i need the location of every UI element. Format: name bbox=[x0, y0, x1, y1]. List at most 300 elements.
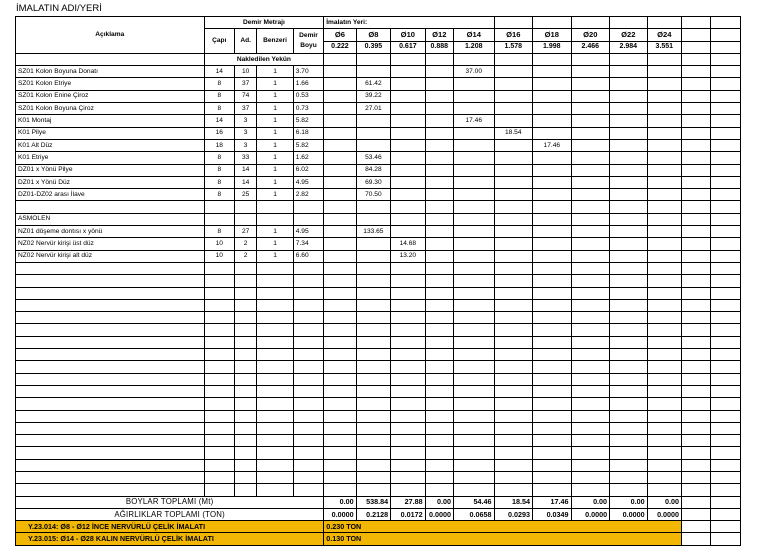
blank-cell bbox=[293, 349, 323, 361]
cell-count bbox=[234, 213, 256, 225]
blank-cell bbox=[204, 361, 234, 373]
blank-cell bbox=[356, 336, 390, 348]
blank-cell bbox=[682, 435, 711, 447]
cell-bar-length: 6.60 bbox=[293, 250, 323, 262]
cell-length-by-diameter bbox=[533, 213, 572, 225]
blank-cell bbox=[453, 435, 494, 447]
cell-length-by-diameter: 27.01 bbox=[356, 103, 390, 115]
blank-cell bbox=[711, 447, 741, 459]
blank-cell bbox=[16, 373, 205, 385]
blank-cell bbox=[494, 459, 533, 471]
blank-cell bbox=[711, 262, 741, 274]
cell-length-by-diameter bbox=[324, 176, 356, 188]
cell-length-by-diameter bbox=[356, 66, 390, 78]
cell-length-by-diameter bbox=[324, 66, 356, 78]
summary-label: Y.23.014: Ø8 - Ø12 İNCE NERVÜRLÜ ÇELİK İMALATI bbox=[16, 521, 324, 533]
cell-length-by-diameter bbox=[425, 103, 453, 115]
cell-length-by-diameter: 70.50 bbox=[356, 189, 390, 201]
blank-cell bbox=[257, 385, 294, 397]
blank-cell bbox=[711, 275, 741, 287]
blank-cell bbox=[571, 312, 610, 324]
cell-length-by-diameter bbox=[533, 226, 572, 238]
cell-description: NZ02 Nervür kirişi üst düz bbox=[16, 238, 205, 250]
blank-cell bbox=[293, 312, 323, 324]
blank-cell bbox=[610, 459, 648, 471]
blank-cell bbox=[425, 484, 453, 496]
cell-length-by-diameter bbox=[610, 127, 648, 139]
header-row-1 bbox=[16, 17, 741, 29]
blank-cell bbox=[356, 373, 390, 385]
blank-cell bbox=[494, 324, 533, 336]
agirlik-total-value: 0.2128 bbox=[356, 508, 390, 520]
cell-length-by-diameter bbox=[391, 78, 425, 90]
blank-cell bbox=[533, 410, 572, 422]
summary-label: Y.23.015: Ø14 - Ø28 KALIN NERVÜRLÜ ÇELİK İMALATI bbox=[16, 533, 324, 545]
cell-length-by-diameter bbox=[494, 176, 533, 188]
cell-length-by-diameter bbox=[453, 176, 494, 188]
cell-count: 74 bbox=[234, 90, 256, 102]
blank-cell bbox=[610, 287, 648, 299]
cell-length-by-diameter bbox=[610, 226, 648, 238]
blank-cell bbox=[391, 336, 425, 348]
blank-cell bbox=[711, 139, 741, 151]
cell-length-by-diameter bbox=[647, 164, 681, 176]
blank-cell bbox=[682, 164, 711, 176]
cell-similar: 1 bbox=[257, 238, 294, 250]
blank-cell bbox=[533, 361, 572, 373]
blank-cell bbox=[16, 422, 205, 434]
cell-length-by-diameter bbox=[610, 201, 648, 213]
blank-cell bbox=[533, 312, 572, 324]
agirlik-total-value: 0.0000 bbox=[647, 508, 681, 520]
cell-similar bbox=[257, 201, 294, 213]
blank-cell bbox=[453, 324, 494, 336]
blank-cell bbox=[234, 262, 256, 274]
blank-cell bbox=[204, 275, 234, 287]
cell-length-by-diameter: 133.65 bbox=[356, 226, 390, 238]
cell-length-by-diameter bbox=[453, 139, 494, 151]
blank-cell bbox=[711, 176, 741, 188]
cell-length-by-diameter bbox=[610, 90, 648, 102]
blank-cell bbox=[711, 238, 741, 250]
blank-cell bbox=[711, 422, 741, 434]
cell-length-by-diameter bbox=[494, 238, 533, 250]
cell-length-by-diameter bbox=[425, 152, 453, 164]
cell-length-by-diameter bbox=[533, 78, 572, 90]
blank-cell bbox=[293, 262, 323, 274]
header-benzeri: Benzeri bbox=[257, 29, 294, 54]
cell-description: SZ01 Kolon Enine Çiroz bbox=[16, 90, 205, 102]
blank-cell bbox=[494, 385, 533, 397]
blank-cell bbox=[425, 275, 453, 287]
cell-length-by-diameter bbox=[356, 201, 390, 213]
blank-cell bbox=[293, 447, 323, 459]
blank-cell bbox=[610, 336, 648, 348]
blank-cell bbox=[711, 496, 741, 508]
header-unit-weight: 2.984 bbox=[610, 41, 648, 53]
cell-length-by-diameter bbox=[324, 250, 356, 262]
cell-length-by-diameter bbox=[571, 176, 610, 188]
blank-cell bbox=[494, 349, 533, 361]
blank-cell bbox=[571, 422, 610, 434]
empty-row bbox=[16, 447, 741, 459]
blank-cell bbox=[293, 373, 323, 385]
cell-bar-length: 0.73 bbox=[293, 103, 323, 115]
blank-cell bbox=[453, 385, 494, 397]
data-row bbox=[16, 176, 741, 188]
cell-length-by-diameter bbox=[533, 238, 572, 250]
empty-row bbox=[16, 385, 741, 397]
blank-cell bbox=[610, 435, 648, 447]
blank-cell bbox=[16, 447, 205, 459]
blank-cell bbox=[533, 53, 572, 65]
blank-cell bbox=[425, 287, 453, 299]
cell-length-by-diameter bbox=[324, 238, 356, 250]
blank-cell bbox=[453, 410, 494, 422]
header-imalatin-yeri: İmalatın Yeri: bbox=[324, 17, 494, 29]
cell-description: ASMOLEN bbox=[16, 213, 205, 225]
blank-cell bbox=[610, 275, 648, 287]
cell-length-by-diameter: 14.68 bbox=[391, 238, 425, 250]
cell-length-by-diameter bbox=[494, 90, 533, 102]
cell-length-by-diameter bbox=[453, 164, 494, 176]
blank-cell bbox=[494, 53, 533, 65]
cell-length-by-diameter bbox=[453, 213, 494, 225]
blank-cell bbox=[356, 398, 390, 410]
cell-count: 3 bbox=[234, 127, 256, 139]
blank-cell bbox=[324, 336, 356, 348]
blank-cell bbox=[16, 471, 205, 483]
boylar-total-value: 0.00 bbox=[647, 496, 681, 508]
header-diameter: Ø24 bbox=[647, 29, 681, 41]
blank-cell bbox=[571, 287, 610, 299]
blank-cell bbox=[356, 287, 390, 299]
blank-cell bbox=[16, 385, 205, 397]
cell-length-by-diameter bbox=[324, 189, 356, 201]
header-unit-weight: 0.888 bbox=[425, 41, 453, 53]
cell-diameter bbox=[204, 213, 234, 225]
blank-cell bbox=[234, 287, 256, 299]
empty-row bbox=[16, 275, 741, 287]
blank-cell bbox=[682, 533, 711, 545]
cell-length-by-diameter bbox=[610, 238, 648, 250]
blank-cell bbox=[356, 349, 390, 361]
blank-cell bbox=[610, 361, 648, 373]
blank-cell bbox=[425, 447, 453, 459]
cell-length-by-diameter bbox=[647, 115, 681, 127]
boylar-total-row bbox=[16, 496, 741, 508]
blank-cell bbox=[711, 66, 741, 78]
blank-cell bbox=[494, 484, 533, 496]
data-row bbox=[16, 115, 741, 127]
blank-cell bbox=[533, 435, 572, 447]
data-row bbox=[16, 90, 741, 102]
cell-bar-length: 5.82 bbox=[293, 115, 323, 127]
blank-cell bbox=[533, 262, 572, 274]
blank-cell bbox=[711, 361, 741, 373]
blank-cell bbox=[453, 422, 494, 434]
cell-similar: 1 bbox=[257, 176, 294, 188]
blank-cell bbox=[682, 508, 711, 520]
blank-cell bbox=[391, 435, 425, 447]
blank-cell bbox=[494, 471, 533, 483]
blank-cell bbox=[647, 484, 681, 496]
cell-diameter: 8 bbox=[204, 189, 234, 201]
cell-length-by-diameter: 17.46 bbox=[533, 139, 572, 151]
blank-cell bbox=[711, 90, 741, 102]
blank-cell bbox=[234, 435, 256, 447]
blank-cell bbox=[711, 435, 741, 447]
blank-cell bbox=[324, 299, 356, 311]
cell-description: K01 Alt Düz bbox=[16, 139, 205, 151]
cell-length-by-diameter bbox=[571, 90, 610, 102]
blank-cell bbox=[494, 287, 533, 299]
boylar-total-value: 0.00 bbox=[324, 496, 356, 508]
cell-bar-length: 4.95 bbox=[293, 176, 323, 188]
blank-cell bbox=[356, 459, 390, 471]
cell-diameter: 14 bbox=[204, 66, 234, 78]
blank-cell bbox=[682, 201, 711, 213]
blank-cell bbox=[453, 447, 494, 459]
header-demir-boyu-line2: Boyu bbox=[300, 42, 317, 50]
cell-length-by-diameter bbox=[391, 152, 425, 164]
header-diameter: Ø8 bbox=[356, 29, 390, 41]
blank-cell bbox=[453, 262, 494, 274]
cell-length-by-diameter: 18.54 bbox=[494, 127, 533, 139]
header-blank bbox=[682, 29, 711, 41]
cell-length-by-diameter bbox=[610, 66, 648, 78]
cell-length-by-diameter bbox=[425, 115, 453, 127]
blank-cell bbox=[647, 459, 681, 471]
blank-cell bbox=[204, 336, 234, 348]
blank-cell bbox=[204, 447, 234, 459]
rebar-quantity-table bbox=[15, 16, 741, 546]
blank-cell bbox=[356, 324, 390, 336]
blank-cell bbox=[533, 349, 572, 361]
cell-length-by-diameter bbox=[425, 139, 453, 151]
blank-cell bbox=[533, 385, 572, 397]
cell-count: 14 bbox=[234, 176, 256, 188]
cell-length-by-diameter bbox=[610, 115, 648, 127]
data-row bbox=[16, 152, 741, 164]
boylar-total-value: 0.00 bbox=[610, 496, 648, 508]
empty-row bbox=[16, 312, 741, 324]
blank-cell bbox=[453, 459, 494, 471]
header-demir-boyu-line1: Demir bbox=[299, 32, 318, 40]
blank-cell bbox=[204, 262, 234, 274]
blank-cell bbox=[234, 410, 256, 422]
blank-cell bbox=[234, 312, 256, 324]
blank-cell bbox=[647, 336, 681, 348]
header-diameter: Ø12 bbox=[425, 29, 453, 41]
blank-cell bbox=[453, 299, 494, 311]
cell-length-by-diameter bbox=[356, 250, 390, 262]
blank-cell bbox=[711, 53, 741, 65]
blank-cell bbox=[257, 398, 294, 410]
blank-cell bbox=[293, 287, 323, 299]
blank-cell bbox=[571, 349, 610, 361]
cell-length-by-diameter: 37.00 bbox=[453, 66, 494, 78]
blank-cell bbox=[682, 262, 711, 274]
empty-row bbox=[16, 422, 741, 434]
blank-cell bbox=[682, 53, 711, 65]
boylar-total-value: 0.00 bbox=[571, 496, 610, 508]
cell-length-by-diameter bbox=[533, 152, 572, 164]
blank-cell bbox=[682, 115, 711, 127]
blank-cell bbox=[682, 459, 711, 471]
cell-length-by-diameter bbox=[324, 78, 356, 90]
blank-cell bbox=[204, 287, 234, 299]
data-row bbox=[16, 201, 741, 213]
cell-length-by-diameter bbox=[494, 66, 533, 78]
blank-cell bbox=[324, 287, 356, 299]
blank-cell bbox=[356, 435, 390, 447]
cell-length-by-diameter bbox=[453, 90, 494, 102]
cell-count: 3 bbox=[234, 115, 256, 127]
blank-cell bbox=[204, 410, 234, 422]
cell-length-by-diameter bbox=[453, 78, 494, 90]
blank-cell bbox=[391, 385, 425, 397]
blank-cell bbox=[204, 459, 234, 471]
cell-length-by-diameter bbox=[647, 201, 681, 213]
cell-similar: 1 bbox=[257, 139, 294, 151]
empty-row bbox=[16, 287, 741, 299]
blank-cell bbox=[234, 299, 256, 311]
cell-count: 2 bbox=[234, 250, 256, 262]
blank-cell bbox=[610, 299, 648, 311]
blank-cell bbox=[16, 336, 205, 348]
cell-length-by-diameter bbox=[494, 201, 533, 213]
blank-cell bbox=[204, 398, 234, 410]
blank-cell bbox=[453, 312, 494, 324]
blank-cell bbox=[647, 447, 681, 459]
blank-cell bbox=[711, 533, 741, 545]
blank-cell bbox=[711, 189, 741, 201]
blank-cell bbox=[425, 373, 453, 385]
cell-length-by-diameter bbox=[610, 78, 648, 90]
cell-length-by-diameter bbox=[356, 139, 390, 151]
blank-cell bbox=[391, 484, 425, 496]
blank-cell bbox=[16, 349, 205, 361]
blank-cell bbox=[234, 398, 256, 410]
blank-cell bbox=[425, 262, 453, 274]
cell-length-by-diameter bbox=[610, 176, 648, 188]
cell-length-by-diameter bbox=[425, 164, 453, 176]
header-diameter: Ø22 bbox=[610, 29, 648, 41]
blank-cell bbox=[453, 349, 494, 361]
cell-length-by-diameter bbox=[494, 189, 533, 201]
cell-count: 25 bbox=[234, 189, 256, 201]
blank-cell bbox=[391, 53, 425, 65]
blank-cell bbox=[711, 127, 741, 139]
cell-diameter: 10 bbox=[204, 238, 234, 250]
header-blank bbox=[682, 17, 711, 29]
blank-cell bbox=[682, 361, 711, 373]
data-row bbox=[16, 189, 741, 201]
blank-cell bbox=[257, 447, 294, 459]
cell-count bbox=[234, 201, 256, 213]
blank-cell bbox=[711, 152, 741, 164]
blank-cell bbox=[494, 422, 533, 434]
cell-length-by-diameter bbox=[647, 238, 681, 250]
cell-length-by-diameter bbox=[571, 238, 610, 250]
cell-length-by-diameter bbox=[391, 226, 425, 238]
blank-cell bbox=[711, 385, 741, 397]
cell-bar-length: 5.82 bbox=[293, 139, 323, 151]
blank-cell bbox=[257, 349, 294, 361]
header-diameter: Ø14 bbox=[453, 29, 494, 41]
blank-cell bbox=[425, 349, 453, 361]
cell-count: 33 bbox=[234, 152, 256, 164]
blank-cell bbox=[425, 410, 453, 422]
blank-cell bbox=[533, 324, 572, 336]
cell-similar: 1 bbox=[257, 226, 294, 238]
cell-length-by-diameter bbox=[647, 127, 681, 139]
cell-length-by-diameter bbox=[453, 152, 494, 164]
blank-cell bbox=[16, 361, 205, 373]
blank-cell bbox=[453, 275, 494, 287]
blank-cell bbox=[610, 471, 648, 483]
cell-length-by-diameter bbox=[453, 250, 494, 262]
blank-cell bbox=[257, 471, 294, 483]
blank-cell bbox=[425, 299, 453, 311]
blank-cell bbox=[356, 385, 390, 397]
blank-cell bbox=[647, 324, 681, 336]
blank-cell bbox=[257, 361, 294, 373]
header-diameter: Ø6 bbox=[324, 29, 356, 41]
blank-cell bbox=[204, 299, 234, 311]
blank-cell bbox=[571, 484, 610, 496]
blank-cell bbox=[682, 385, 711, 397]
cell-length-by-diameter bbox=[425, 66, 453, 78]
blank-cell bbox=[324, 385, 356, 397]
blank-cell bbox=[682, 127, 711, 139]
cell-description: DZ01 x Yönü Düz bbox=[16, 176, 205, 188]
blank-cell bbox=[533, 422, 572, 434]
blank-cell bbox=[391, 262, 425, 274]
blank-cell bbox=[324, 275, 356, 287]
cell-description: K01 Montaj bbox=[16, 115, 205, 127]
blank-cell bbox=[610, 312, 648, 324]
blank-cell bbox=[257, 262, 294, 274]
blank-cell bbox=[647, 262, 681, 274]
blank-cell bbox=[711, 226, 741, 238]
blank-cell bbox=[356, 53, 390, 65]
blank-cell bbox=[647, 287, 681, 299]
blank-cell bbox=[293, 324, 323, 336]
cell-diameter: 16 bbox=[204, 127, 234, 139]
cell-length-by-diameter bbox=[391, 164, 425, 176]
blank-cell bbox=[647, 385, 681, 397]
blank-cell bbox=[682, 275, 711, 287]
blank-cell bbox=[711, 410, 741, 422]
blank-cell bbox=[533, 484, 572, 496]
blank-cell bbox=[682, 299, 711, 311]
blank-cell bbox=[257, 336, 294, 348]
data-row bbox=[16, 66, 741, 78]
boylar-total-value: 538.84 bbox=[356, 496, 390, 508]
cell-length-by-diameter bbox=[425, 176, 453, 188]
blank-cell bbox=[711, 459, 741, 471]
blank-cell bbox=[425, 324, 453, 336]
blank-cell bbox=[682, 373, 711, 385]
blank-cell bbox=[391, 299, 425, 311]
blank-cell bbox=[494, 410, 533, 422]
blank-cell bbox=[647, 422, 681, 434]
blank-cell bbox=[711, 250, 741, 262]
data-row bbox=[16, 213, 741, 225]
blank-cell bbox=[494, 435, 533, 447]
